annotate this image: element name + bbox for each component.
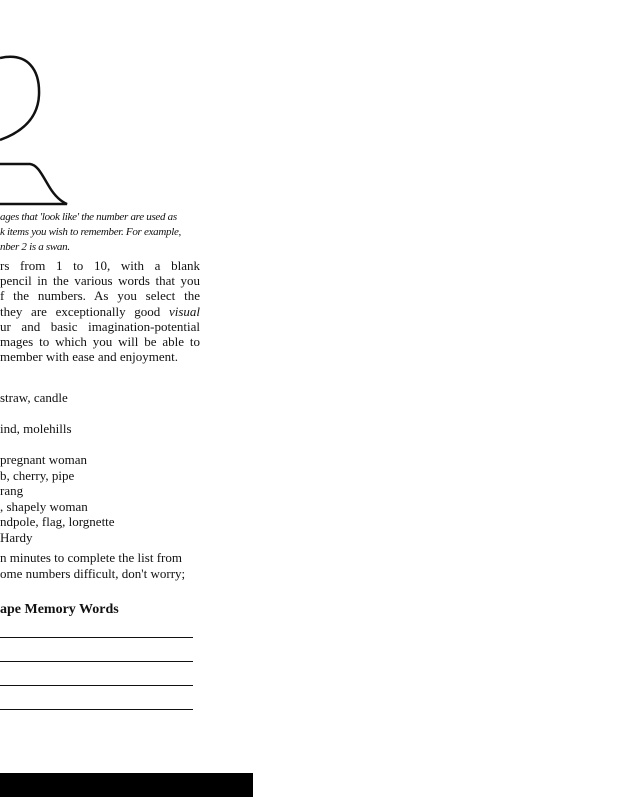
blank-answer-line — [0, 709, 193, 710]
shape-word-list — [0, 390, 115, 545]
intro-line: rs from 1 to 10, with a blank — [0, 258, 200, 273]
list-item: , shapely woman — [0, 498, 88, 514]
list-item-blank — [0, 437, 115, 453]
blank-answer-line — [0, 685, 193, 686]
intro-line: member with ease and enjoyment. — [0, 349, 178, 365]
closing-paragraph — [0, 550, 200, 582]
intro-line: f the numbers. As you select the — [0, 288, 200, 304]
list-item: ndpole, flag, lorgnette — [0, 514, 115, 529]
swan-body-curve — [0, 164, 67, 204]
closing-line: n minutes to complete the list from — [0, 550, 182, 565]
intro-line: pencil in the various words that you — [0, 273, 200, 289]
list-item: b, cherry, pipe — [0, 467, 75, 483]
swan-neck-curve — [0, 57, 39, 140]
list-item: pregnant woman — [0, 452, 88, 467]
emphasis-word: visual — [168, 303, 200, 319]
section-heading: ape Memory Words — [0, 602, 119, 617]
intro-line: ur and basic imagination-potential — [0, 318, 200, 334]
list-item: rang — [0, 483, 24, 498]
caption-line: nber 2 is a swan. — [0, 241, 70, 253]
intro-paragraph — [0, 258, 200, 364]
intro-line: mages to which you will be able to — [0, 334, 200, 350]
caption-line: k items you wish to remember. For example, — [0, 226, 181, 238]
caption-line: ages that 'look like' the number are used as — [0, 211, 177, 223]
swan-number-two-illustration — [0, 0, 80, 210]
list-item: straw, candle — [0, 390, 68, 405]
intro-line — [0, 304, 200, 319]
closing-line: ome numbers difficult, don't worry; — [0, 566, 186, 581]
illustration-caption — [0, 210, 210, 255]
intro-line-text: they are exceptionally good visual — [0, 303, 200, 319]
page-footer-bar — [0, 773, 253, 797]
blank-answer-line — [0, 661, 193, 662]
list-item-blank — [0, 406, 115, 422]
list-item: ind, molehills — [0, 421, 72, 436]
list-item: Hardy — [0, 529, 33, 545]
blank-answer-line — [0, 637, 193, 638]
